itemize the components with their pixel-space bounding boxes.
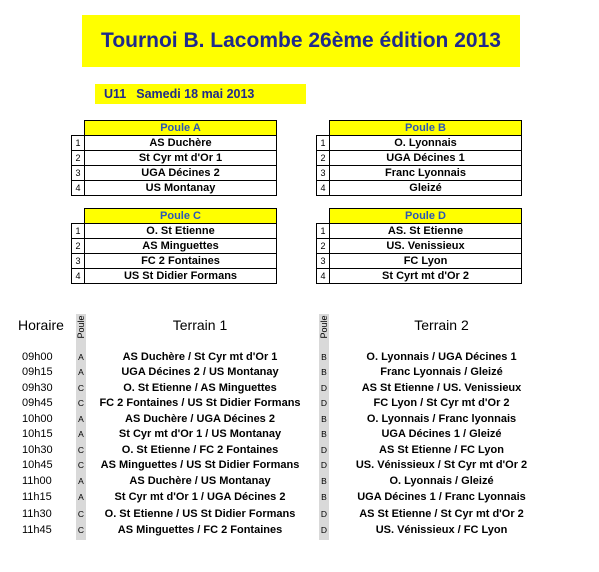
match-time: 09h00 — [22, 351, 53, 363]
terrain-2-match: FC Lyon / St Cyr mt d'Or 2 — [373, 397, 510, 409]
terrain-1-match: St Cyr mt d'Or 1 / UGA Décines 2 — [114, 491, 286, 503]
match-poule-1: C — [77, 398, 85, 408]
terrain-2-match: UGA Décines 1 / Gleizé — [381, 428, 502, 440]
match-poule-2: B — [321, 367, 327, 377]
terrain-1-match: AS Minguettes / FC 2 Fontaines — [117, 524, 283, 536]
team-number: 1 — [317, 136, 330, 151]
match-poule-2: B — [321, 352, 327, 362]
schedule-row — [0, 427, 599, 442]
match-time: 11h45 — [22, 524, 52, 536]
poule-d-table — [316, 208, 522, 284]
category-label: U11 — [104, 87, 127, 101]
team-number: 2 — [72, 151, 85, 166]
match-poule-1: A — [78, 492, 84, 502]
terrain-2-match: AS St Etienne / St Cyr mt d'Or 2 — [359, 508, 524, 520]
team-number: 2 — [317, 239, 330, 254]
poule-c-team-4: US St Didier Formans — [85, 269, 277, 284]
subtitle-banner — [95, 84, 306, 104]
terrain-1-match: St Cyr mt d'Or 1 / US Montanay — [118, 428, 282, 440]
poule-c-table — [71, 208, 277, 284]
terrain-1-match: FC 2 Fontaines / US St Didier Formans — [99, 397, 301, 409]
terrain-1-match: O. St Etienne / AS Minguettes — [123, 382, 277, 394]
team-number: 1 — [72, 136, 85, 151]
match-poule-1: C — [77, 445, 85, 455]
poule-b-team-2: UGA Décines 1 — [330, 151, 522, 166]
poule-b-table — [316, 120, 522, 196]
team-number: 3 — [72, 166, 85, 181]
team-number: 4 — [72, 269, 85, 284]
match-time: 10h30 — [22, 444, 53, 456]
match-time: 09h15 — [22, 366, 53, 378]
match-poule-2: D — [320, 398, 328, 408]
poule-c-team-1: O. St Etienne — [85, 224, 277, 239]
poule-header-2: Poule — [319, 315, 329, 339]
date-label: Samedi 18 mai 2013 — [136, 87, 255, 101]
poule-header-1: Poule — [76, 315, 86, 339]
page-title: Tournoi B. Lacombe 26ème édition 2013 — [101, 29, 501, 52]
match-poule-2: D — [320, 445, 328, 455]
terrain-2-match: O. Lyonnais / Franc lyonnais — [366, 413, 517, 425]
match-poule-2: D — [320, 509, 328, 519]
match-time: 10h45 — [22, 459, 53, 471]
match-poule-1: A — [78, 414, 84, 424]
poule-a-table — [71, 120, 277, 196]
poule-a-team-4: US Montanay — [85, 181, 277, 196]
poule-b-header: Poule B — [330, 121, 522, 136]
poule-d-header: Poule D — [330, 209, 522, 224]
schedule-row — [0, 350, 599, 365]
team-number: 4 — [72, 181, 85, 196]
match-poule-2: B — [321, 414, 327, 424]
terrain-2-match: US. Vénissieux / St Cyr mt d'Or 2 — [355, 459, 528, 471]
match-poule-1: A — [78, 476, 84, 486]
match-poule-2: D — [320, 525, 328, 535]
poule-a-team-3: UGA Décines 2 — [85, 166, 277, 181]
schedule-row — [0, 443, 599, 458]
poule-a-team-2: St Cyr mt d'Or 1 — [85, 151, 277, 166]
poule-d-team-4: St Cyrt mt d'Or 2 — [330, 269, 522, 284]
match-poule-2: D — [320, 460, 328, 470]
terrain-2-match: AS St Etienne / US. Venissieux — [361, 382, 522, 394]
match-poule-1: A — [78, 429, 84, 439]
terrain-1-header: Terrain 1 — [172, 317, 228, 333]
schedule-row — [0, 381, 599, 396]
team-number: 2 — [317, 151, 330, 166]
match-time: 11h30 — [22, 508, 52, 520]
team-number: 1 — [317, 224, 330, 239]
match-poule-2: B — [321, 476, 327, 486]
terrain-2-match: O. Lyonnais / UGA Décines 1 — [366, 351, 517, 363]
poule-b-team-3: Franc Lyonnais — [330, 166, 522, 181]
terrain-1-match: AS Duchère / US Montanay — [129, 475, 271, 487]
match-poule-1: C — [77, 525, 85, 535]
match-poule-2: D — [320, 383, 328, 393]
poule-c-header: Poule C — [85, 209, 277, 224]
schedule-row — [0, 474, 599, 489]
schedule-row — [0, 523, 599, 538]
schedule-row — [0, 507, 599, 522]
terrain-1-match: O. St Etienne / FC 2 Fontaines — [121, 444, 279, 456]
match-time: 11h00 — [22, 475, 52, 487]
terrain-1-match: UGA Décines 2 / US Montanay — [121, 366, 279, 378]
poule-c-team-3: FC 2 Fontaines — [85, 254, 277, 269]
match-time: 10h15 — [22, 428, 53, 440]
team-number: 3 — [72, 254, 85, 269]
terrain-1-match: AS Duchère / UGA Décines 2 — [125, 413, 275, 425]
poule-d-team-1: AS. St Etienne — [330, 224, 522, 239]
poule-b-team-1: O. Lyonnais — [330, 136, 522, 151]
team-number: 4 — [317, 269, 330, 284]
poule-a-team-1: AS Duchère — [85, 136, 277, 151]
terrain-2-match: AS St Etienne / FC Lyon — [379, 444, 504, 456]
schedule-row — [0, 412, 599, 427]
match-poule-2: B — [321, 492, 327, 502]
match-poule-1: A — [78, 352, 84, 362]
terrain-1-match: O. St Etienne / US St Didier Formans — [104, 508, 296, 520]
poule-b-team-4: Gleizé — [330, 181, 522, 196]
match-poule-1: C — [77, 460, 85, 470]
schedule-row — [0, 458, 599, 473]
terrain-2-match: Franc Lyonnais / Gleizé — [380, 366, 503, 378]
schedule-row — [0, 396, 599, 411]
team-number: 2 — [72, 239, 85, 254]
match-time: 09h45 — [22, 397, 53, 409]
team-number: 4 — [317, 181, 330, 196]
horaire-header: Horaire — [18, 317, 64, 333]
poule-c-team-2: AS Minguettes — [85, 239, 277, 254]
team-number: 3 — [317, 254, 330, 269]
schedule-row — [0, 490, 599, 505]
terrain-2-match: UGA Décines 1 / Franc Lyonnais — [357, 491, 526, 503]
match-poule-1: C — [77, 509, 85, 519]
terrain-1-match: AS Minguettes / US St Didier Formans — [100, 459, 300, 471]
terrain-1-match: AS Duchère / St Cyr mt d'Or 1 — [122, 351, 278, 363]
match-poule-2: B — [321, 429, 327, 439]
title-banner — [82, 15, 520, 67]
terrain-2-match: US. Vénissieux / FC Lyon — [375, 524, 508, 536]
terrain-2-match: O. Lyonnais / Gleizé — [389, 475, 494, 487]
terrain-2-header: Terrain 2 — [414, 317, 469, 333]
poule-d-team-2: US. Venissieux — [330, 239, 522, 254]
team-number: 1 — [72, 224, 85, 239]
match-poule-1: A — [78, 367, 84, 377]
match-poule-1: C — [77, 383, 85, 393]
match-time: 10h00 — [22, 413, 53, 425]
schedule-row — [0, 365, 599, 380]
poule-d-team-3: FC Lyon — [330, 254, 522, 269]
match-time: 09h30 — [22, 382, 53, 394]
team-number: 3 — [317, 166, 330, 181]
poule-a-header: Poule A — [85, 121, 277, 136]
match-time: 11h15 — [22, 491, 52, 503]
